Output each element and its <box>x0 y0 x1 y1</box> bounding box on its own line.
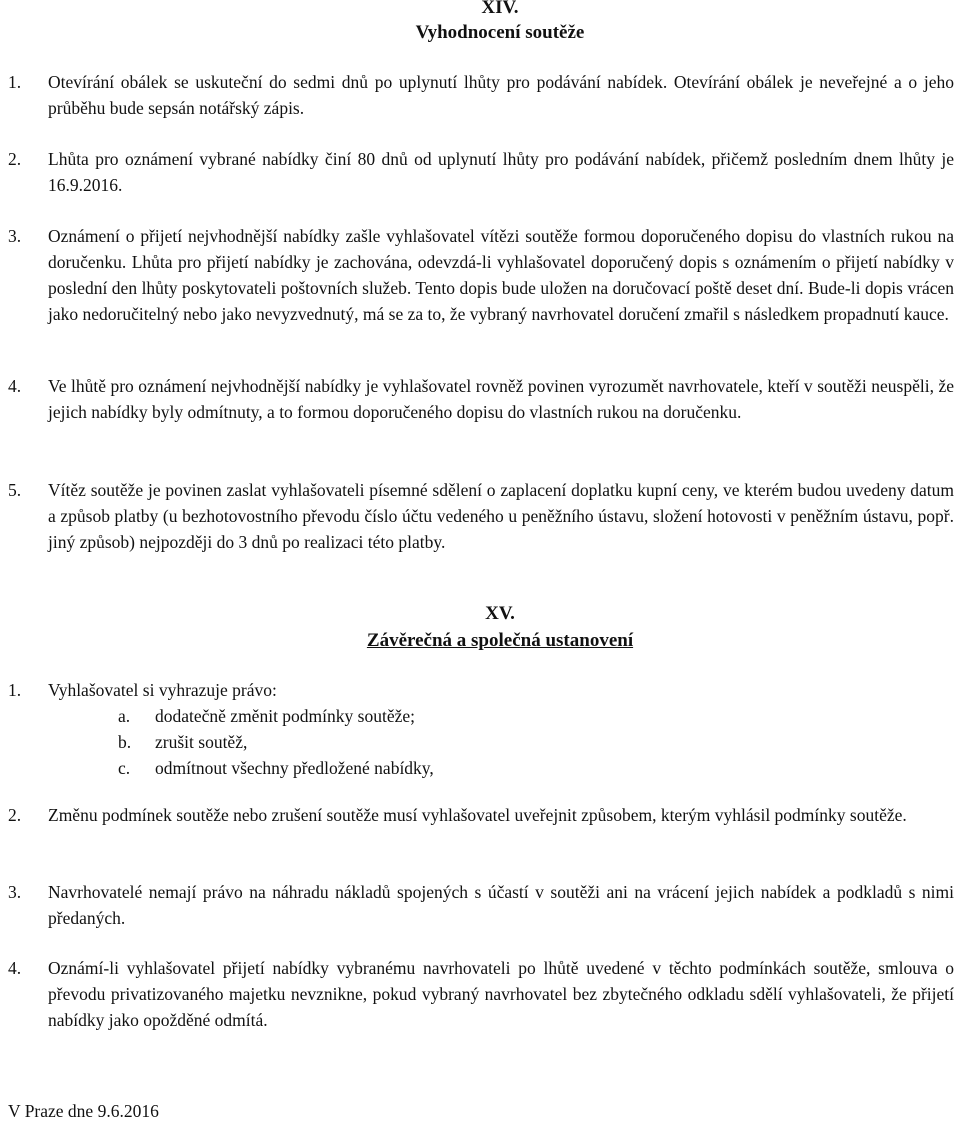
list-item-letter: c. <box>118 758 131 778</box>
list-item-letter: b. <box>118 732 132 752</box>
list-item-text: odmítnout všechny předložené nabídky, <box>155 758 434 778</box>
item-number: 2. <box>8 149 22 169</box>
section-15-item-2 <box>8 802 954 828</box>
section-15-item-3 <box>8 879 954 931</box>
place-and-date: V Praze dne 9.6.2016 <box>8 1101 159 1121</box>
item-text: Navrhovatelé nemají právo na náhradu nákladů spojených s účastí v soutěži ani na vrácení jejich nabídek a podkladů s nimi předaných. <box>48 882 954 928</box>
item-text: Lhůta pro oznámení vybrané nabídky činí 80 dnů od uplynutí lhůty pro podávání nabídek, přičemž posledním dnem lhůty je 16.9.2016. <box>48 149 954 195</box>
section-14-item-1 <box>8 69 954 121</box>
item-number: 5. <box>8 480 22 500</box>
item-number: 1. <box>8 72 22 92</box>
item-text: Otevírání obálek se uskuteční do sedmi dnů po uplynutí lhůty pro podávání nabídek. Otevírání obálek je neveřejné a o jeho průběhu bude sepsán notářský zápis. <box>48 72 954 118</box>
list-item <box>118 729 718 755</box>
item-text: Změnu podmínek soutěže nebo zrušení soutěže musí vyhlašovatel uveřejnit způsobem, kterým vyhlásil podmínky soutěže. <box>48 805 907 825</box>
section-14-item-2 <box>8 146 954 198</box>
section-14-number: XIV. <box>481 0 519 18</box>
item-text: Oznámení o přijetí nejvhodnější nabídky zašle vyhlašovatel vítězi soutěže formou doporučeného dopisu do vlastních rukou na doručenku. Lhůta pro přijetí nabídky je zachována, odevzdá-li vyhlašovatel doporučený dopis s oznámením o přijetí nabídky v poslední den lhůty poskytovateli poštovních služeb. Tento dopis bude uložen na doručovací poště deset dní. Bude-li dopis vrácen jako nedoručitelný nebo jako nevyzvednutý, má se za to, že vybraný navrhovatel doručení zmařil s následkem propadnutí kauce. <box>48 226 954 324</box>
section-15-title: Závěrečná a společná ustanovení <box>366 630 634 651</box>
list-item-letter: a. <box>118 706 131 726</box>
section-14-item-4 <box>8 373 954 425</box>
list-item-text: dodatečně změnit podmínky soutěže; <box>155 706 415 726</box>
reserved-rights-list <box>118 703 718 781</box>
section-15-item-4 <box>8 955 954 1033</box>
list-item <box>118 703 718 729</box>
section-15-number: XV. <box>485 603 515 624</box>
item-number: 3. <box>8 226 22 246</box>
list-item-text: zrušit soutěž, <box>155 732 248 752</box>
item-text: Vítěz soutěže je povinen zaslat vyhlašovateli písemné sdělení o zaplacení doplatku kupní ceny, ve kterém budou uvedeny datum a způsob platby (u bezhotovostního převodu číslo účtu vedeného u peněžního ústavu, složení hotovosti v peněžním ústavu, popř. jiný způsob) nejpozději do 3 dnů po realizaci této platby. <box>48 480 954 552</box>
item-text: Ve lhůtě pro oznámení nejvhodnější nabídky je vyhlašovatel rovněž povinen vyrozumět navrhovatele, kteří v soutěži neuspěli, že jejich nabídky byly odmítnuty, a to formou doporučeného dopisu do vlastních rukou na doručenku. <box>48 376 954 422</box>
item-number: 4. <box>8 376 22 396</box>
section-14-item-5 <box>8 477 954 555</box>
section-14-item-3 <box>8 223 954 327</box>
item-text: Vyhlašovatel si vyhrazuje právo: <box>48 680 277 700</box>
item-number: 1. <box>8 680 22 700</box>
list-item <box>118 755 718 781</box>
item-number: 3. <box>8 882 22 902</box>
item-number: 4. <box>8 958 22 978</box>
item-text: Oznámí-li vyhlašovatel přijetí nabídky vybranému navrhovateli po lhůtě uvedené v těchto podmínkách soutěže, smlouva o převodu privatizovaného majetku nevznikne, pokud vybraný navrhovatel bez zbytečného odkladu sdělí vyhlašovateli, že přijetí nabídky jako opožděné odmítá. <box>48 958 954 1030</box>
item-number: 2. <box>8 805 22 825</box>
section-15-item-1 <box>8 677 954 703</box>
section-14-title: Vyhodnocení soutěže <box>415 22 585 43</box>
